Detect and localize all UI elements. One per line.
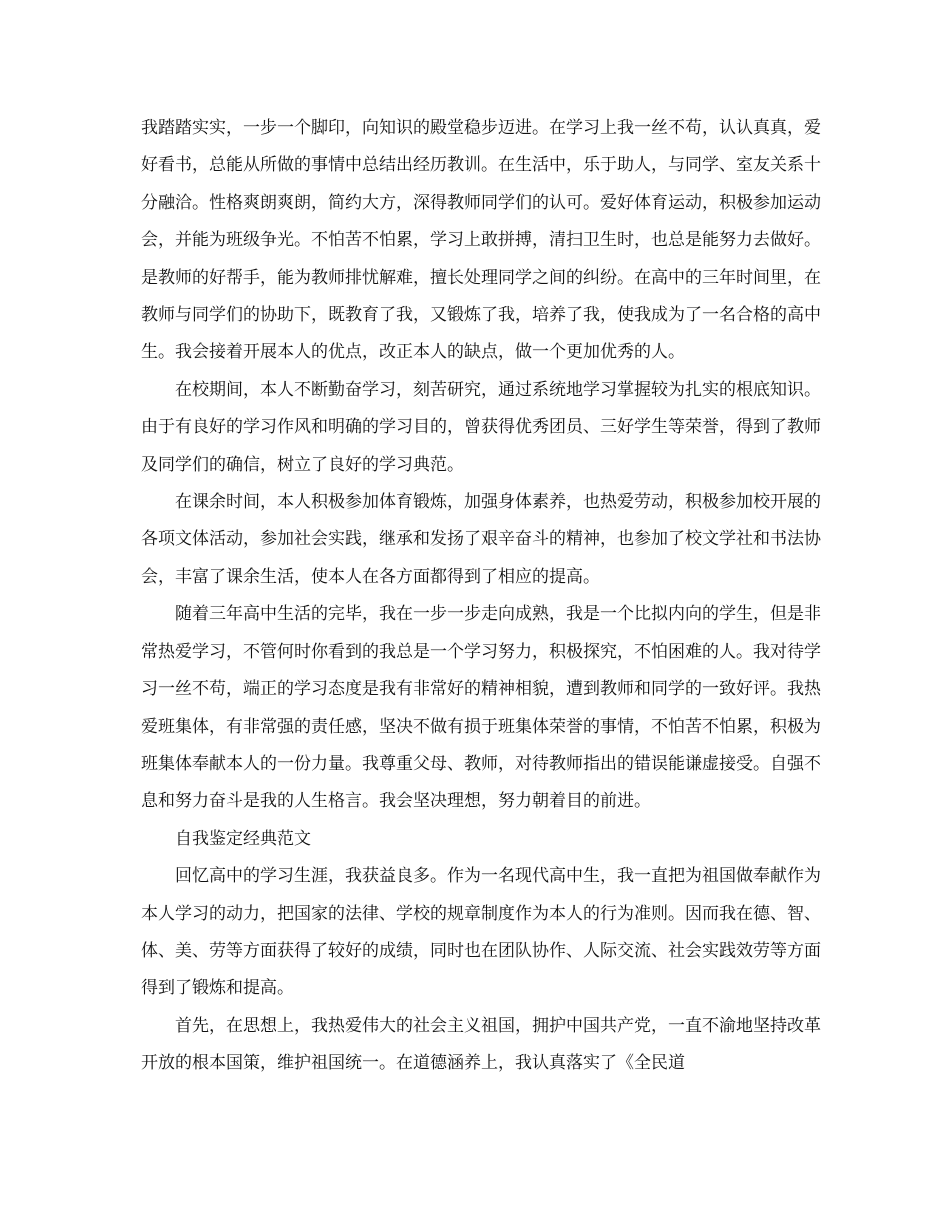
paragraph-5: 回忆高中的学习生涯，我获益良多。作为一名现代高中生，我一直把为祖国做奉献作为本人学习的动力，把国家的法律、学校的规章制度作为本人的行为准则。因而我在德、智、体、美、劳等方面获得了较好的成绩，同时也在团队协作、人际交流、社会实践效劳等方面得到了锻炼和提高。 [141, 866, 821, 999]
paragraph-2: 在校期间，本人不断勤奋学习，刻苦研究，通过系统地学习掌握较为扎实的根底知识。由于有良好的学习作风和明确的学习目的，曾获得优秀团员、三好学生等荣誉，得到了教师及同学们的确信，树立了良好的学习典范。 [141, 379, 821, 475]
section-heading: 自我鉴定经典范文 [175, 828, 311, 849]
document-body [141, 110, 821, 1083]
paragraph-3: 在课余时间，本人积极参加体育锻炼，加强身体素养，也热爱劳动，积极参加校开展的各项文体活动，参加社会实践，继承和发扬了艰辛奋斗的精神，也参加了校文学社和书法协会，丰富了课余生活，使本人在各方面都得到了相应的提高。 [141, 492, 821, 587]
paragraph-1: 我踏踏实实，一步一个脚印，向知识的殿堂稳步迈进。在学习上我一丝不苟，认认真真，爱好看书，总能从所做的事情中总结出经历教训。在生活中，乐于助人，与同学、室友关系十分融洽。性格爽朗爽朗，简约大方，深得教师同学们的认可。爱好体育运动，积极参加运动会，并能为班级争光。不怕苦不怕累，学习上敢拼搏，清扫卫生时，也总是能努力去做好。是教师的好帮手，能为教师排忧解难，擅长处理同学之间的纠纷。在高中的三年时间里，在教师与同学们的协助下，既教育了我，又锻炼了我，培养了我，使我成为了一名合格的高中生。我会接着开展本人的优点，改正本人的缺点，做一个更加优秀的人。 [141, 118, 821, 363]
paragraph-4: 随着三年高中生活的完毕，我在一步一步走向成熟，我是一个比拟内向的学生，但是非常热爱学习，不管何时你看到的我总是一个学习努力，积极探究，不怕困难的人。我对待学习一丝不苟，端正的学习态度是我有非常好的精神相貌，遭到教师和同学的一致好评。我热爱班集体，有非常强的责任感，坚决不做有损于班集体荣誉的事情，不怕苦不怕累，积极为班集体奉献本人的一份力量。我尊重父母、教师，对待教师指出的错误能谦虚接受。自强不息和努力奋斗是我的人生格言。我会坚决理想，努力朝着目的前进。 [141, 604, 821, 812]
paragraph-6: 首先，在思想上，我热爱伟大的社会主义祖国，拥护中国共产党，一直不渝地坚持改革开放的根本国策，维护祖国统一。在道德涵养上，我认真落实了《全民道 [141, 1015, 821, 1074]
